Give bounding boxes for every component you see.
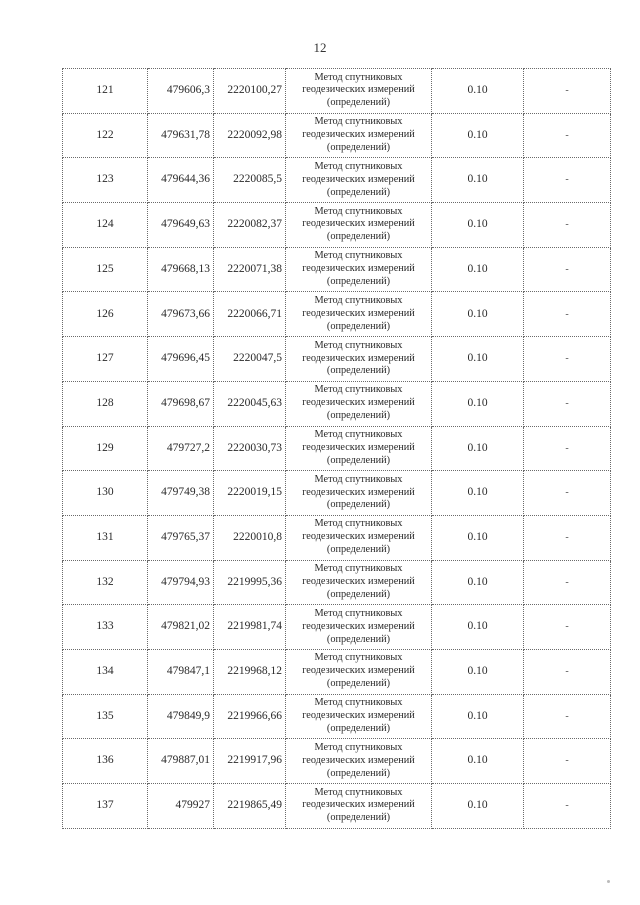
method-line-1: Метод спутниковых [314, 294, 403, 306]
point-number: 136 [63, 739, 148, 784]
dash-mark: - [565, 800, 569, 812]
coordinate-x: 479649,63 [148, 203, 214, 248]
accuracy-value: 0.10 [432, 158, 524, 203]
extra-cell [524, 471, 611, 516]
method-cell [286, 560, 432, 605]
method-line-3: (определений) [326, 678, 391, 690]
method-line-3: (определений) [326, 141, 391, 153]
method-line-3: (определений) [326, 454, 391, 466]
method-cell [286, 515, 432, 560]
method-cell [286, 247, 432, 292]
table-body [63, 69, 611, 829]
method-line-1: Метод спутниковых [314, 563, 403, 575]
method-line-1: Метод спутниковых [314, 697, 403, 709]
table-row [63, 69, 611, 114]
coordinate-y: 2219966,66 [214, 694, 286, 739]
point-number: 127 [63, 337, 148, 382]
dash-mark: - [565, 666, 569, 678]
table-row [63, 739, 611, 784]
accuracy-value: 0.10 [432, 69, 524, 114]
accuracy-value: 0.10 [432, 739, 524, 784]
method-line-3: (определений) [326, 410, 391, 422]
method-cell [286, 69, 432, 114]
accuracy-value: 0.10 [432, 649, 524, 694]
method-line-1: Метод спутниковых [314, 741, 403, 753]
method-line-3: (определений) [326, 588, 391, 600]
dash-mark: - [565, 621, 569, 633]
table-row [63, 784, 611, 829]
point-number: 135 [63, 694, 148, 739]
extra-cell [524, 649, 611, 694]
dash-mark: - [565, 308, 569, 320]
accuracy-value: 0.10 [432, 203, 524, 248]
coordinate-y: 2220082,37 [214, 203, 286, 248]
coordinate-y: 2220085,5 [214, 158, 286, 203]
method-line-2: геодезических измерений [302, 307, 415, 319]
dash-mark: - [565, 442, 569, 454]
point-number: 132 [63, 560, 148, 605]
coordinate-y: 2219981,74 [214, 605, 286, 650]
coordinate-y: 2219995,36 [214, 560, 286, 605]
method-line-2: геодезических измерений [302, 665, 415, 677]
coordinate-y: 2220092,98 [214, 113, 286, 158]
method-line-2: геодезических измерений [302, 129, 415, 141]
coordinate-x: 479727,2 [148, 426, 214, 471]
method-cell [286, 337, 432, 382]
point-number: 121 [63, 69, 148, 114]
coordinate-x: 479794,93 [148, 560, 214, 605]
method-line-2: геодезических измерений [302, 531, 415, 543]
extra-cell [524, 739, 611, 784]
scan-speck [607, 880, 610, 883]
accuracy-value: 0.10 [432, 381, 524, 426]
coordinates-table [62, 68, 611, 829]
coordinate-y: 2220010,8 [214, 515, 286, 560]
method-line-3: (определений) [326, 633, 391, 645]
coordinate-y: 2220071,38 [214, 247, 286, 292]
method-cell [286, 694, 432, 739]
dash-mark: - [565, 531, 569, 543]
method-cell [286, 739, 432, 784]
accuracy-value: 0.10 [432, 560, 524, 605]
method-line-2: геодезических измерений [302, 575, 415, 587]
coordinate-x: 479749,38 [148, 471, 214, 516]
extra-cell [524, 292, 611, 337]
dash-mark: - [565, 353, 569, 365]
method-line-2: геодезических измерений [302, 263, 415, 275]
accuracy-value: 0.10 [432, 426, 524, 471]
table-row [63, 203, 611, 248]
method-line-2: геодезических измерений [302, 397, 415, 409]
coordinate-x: 479698,67 [148, 381, 214, 426]
method-cell [286, 292, 432, 337]
extra-cell [524, 694, 611, 739]
extra-cell [524, 337, 611, 382]
table-row [63, 337, 611, 382]
dash-mark: - [565, 755, 569, 767]
extra-cell [524, 515, 611, 560]
method-line-2: геодезических измерений [302, 754, 415, 766]
accuracy-value: 0.10 [432, 113, 524, 158]
extra-cell [524, 158, 611, 203]
coordinate-y: 2220030,73 [214, 426, 286, 471]
method-line-1: Метод спутниковых [314, 205, 403, 217]
dash-mark: - [565, 576, 569, 588]
coordinate-y: 2220047,5 [214, 337, 286, 382]
extra-cell [524, 203, 611, 248]
page-number: 12 [313, 40, 327, 55]
method-cell [286, 381, 432, 426]
point-number: 130 [63, 471, 148, 516]
dash-mark: - [565, 710, 569, 722]
method-cell [286, 203, 432, 248]
method-line-3: (определений) [326, 544, 391, 556]
method-line-3: (определений) [326, 365, 391, 377]
method-line-3: (определений) [326, 812, 391, 824]
table-row [63, 560, 611, 605]
method-line-1: Метод спутниковых [314, 160, 403, 172]
dash-mark: - [565, 219, 569, 231]
method-cell [286, 471, 432, 516]
table-row [63, 605, 611, 650]
coordinate-y: 2219865,49 [214, 784, 286, 829]
accuracy-value: 0.10 [432, 292, 524, 337]
coordinate-x: 479673,66 [148, 292, 214, 337]
method-line-3: (определений) [326, 276, 391, 288]
accuracy-value: 0.10 [432, 515, 524, 560]
method-line-1: Метод спутниковых [314, 116, 403, 128]
method-cell [286, 426, 432, 471]
table-row [63, 426, 611, 471]
method-cell [286, 605, 432, 650]
coordinate-y: 2220066,71 [214, 292, 286, 337]
method-line-1: Метод спутниковых [314, 607, 403, 619]
coordinate-x: 479847,1 [148, 649, 214, 694]
coordinate-y: 2219917,96 [214, 739, 286, 784]
extra-cell [524, 605, 611, 650]
coordinate-x: 479644,36 [148, 158, 214, 203]
point-number: 137 [63, 784, 148, 829]
method-cell [286, 649, 432, 694]
table-row [63, 158, 611, 203]
method-line-3: (определений) [326, 97, 391, 109]
method-line-3: (определений) [326, 320, 391, 332]
extra-cell [524, 69, 611, 114]
method-line-2: геодезических измерений [302, 441, 415, 453]
extra-cell [524, 426, 611, 471]
method-line-2: геодезических измерений [302, 218, 415, 230]
coordinate-x: 479821,02 [148, 605, 214, 650]
table-row [63, 649, 611, 694]
point-number: 126 [63, 292, 148, 337]
coordinate-x: 479631,78 [148, 113, 214, 158]
dash-mark: - [565, 129, 569, 141]
method-line-2: геодезических измерений [302, 799, 415, 811]
dash-mark: - [565, 397, 569, 409]
table-row [63, 247, 611, 292]
accuracy-value: 0.10 [432, 471, 524, 516]
method-line-1: Метод спутниковых [314, 473, 403, 485]
coordinate-x: 479696,45 [148, 337, 214, 382]
method-line-1: Метод спутниковых [314, 250, 403, 262]
table-row [63, 113, 611, 158]
extra-cell [524, 247, 611, 292]
method-line-3: (определений) [326, 499, 391, 511]
method-line-1: Метод спутниковых [314, 429, 403, 441]
method-line-1: Метод спутниковых [314, 652, 403, 664]
table-row [63, 694, 611, 739]
method-line-2: геодезических измерений [302, 620, 415, 632]
method-line-2: геодезических измерений [302, 84, 415, 96]
dash-mark: - [565, 174, 569, 186]
method-line-1: Метод спутниковых [314, 71, 403, 83]
dash-mark: - [565, 487, 569, 499]
coordinate-x: 479765,37 [148, 515, 214, 560]
point-number: 129 [63, 426, 148, 471]
method-line-2: геодезических измерений [302, 486, 415, 498]
accuracy-value: 0.10 [432, 784, 524, 829]
point-number: 133 [63, 605, 148, 650]
dash-mark: - [565, 263, 569, 275]
method-line-2: геодезических измерений [302, 173, 415, 185]
method-line-3: (определений) [326, 722, 391, 734]
extra-cell [524, 560, 611, 605]
coordinate-y: 2220019,15 [214, 471, 286, 516]
extra-cell [524, 113, 611, 158]
method-line-2: геодезических измерений [302, 352, 415, 364]
point-number: 131 [63, 515, 148, 560]
table-row [63, 292, 611, 337]
point-number: 122 [63, 113, 148, 158]
accuracy-value: 0.10 [432, 337, 524, 382]
accuracy-value: 0.10 [432, 247, 524, 292]
method-line-2: геодезических измерений [302, 710, 415, 722]
coordinate-y: 2220100,27 [214, 69, 286, 114]
coordinate-y: 2219968,12 [214, 649, 286, 694]
extra-cell [524, 381, 611, 426]
method-cell [286, 158, 432, 203]
method-line-1: Метод спутниковых [314, 786, 403, 798]
point-number: 123 [63, 158, 148, 203]
coordinate-y: 2220045,63 [214, 381, 286, 426]
coordinate-x: 479606,3 [148, 69, 214, 114]
coordinate-x: 479849,9 [148, 694, 214, 739]
table-row [63, 515, 611, 560]
method-line-1: Метод спутниковых [314, 518, 403, 530]
method-line-3: (определений) [326, 231, 391, 243]
method-line-3: (определений) [326, 186, 391, 198]
accuracy-value: 0.10 [432, 605, 524, 650]
table-row [63, 471, 611, 516]
point-number: 125 [63, 247, 148, 292]
method-line-3: (определений) [326, 767, 391, 779]
coordinate-x: 479927 [148, 784, 214, 829]
coordinate-x: 479668,13 [148, 247, 214, 292]
method-line-1: Метод спутниковых [314, 384, 403, 396]
point-number: 124 [63, 203, 148, 248]
point-number: 134 [63, 649, 148, 694]
method-cell [286, 784, 432, 829]
method-cell [286, 113, 432, 158]
extra-cell [524, 784, 611, 829]
dash-mark: - [565, 85, 569, 97]
table-row [63, 381, 611, 426]
method-line-1: Метод спутниковых [314, 339, 403, 351]
coordinate-x: 479887,01 [148, 739, 214, 784]
point-number: 128 [63, 381, 148, 426]
accuracy-value: 0.10 [432, 694, 524, 739]
